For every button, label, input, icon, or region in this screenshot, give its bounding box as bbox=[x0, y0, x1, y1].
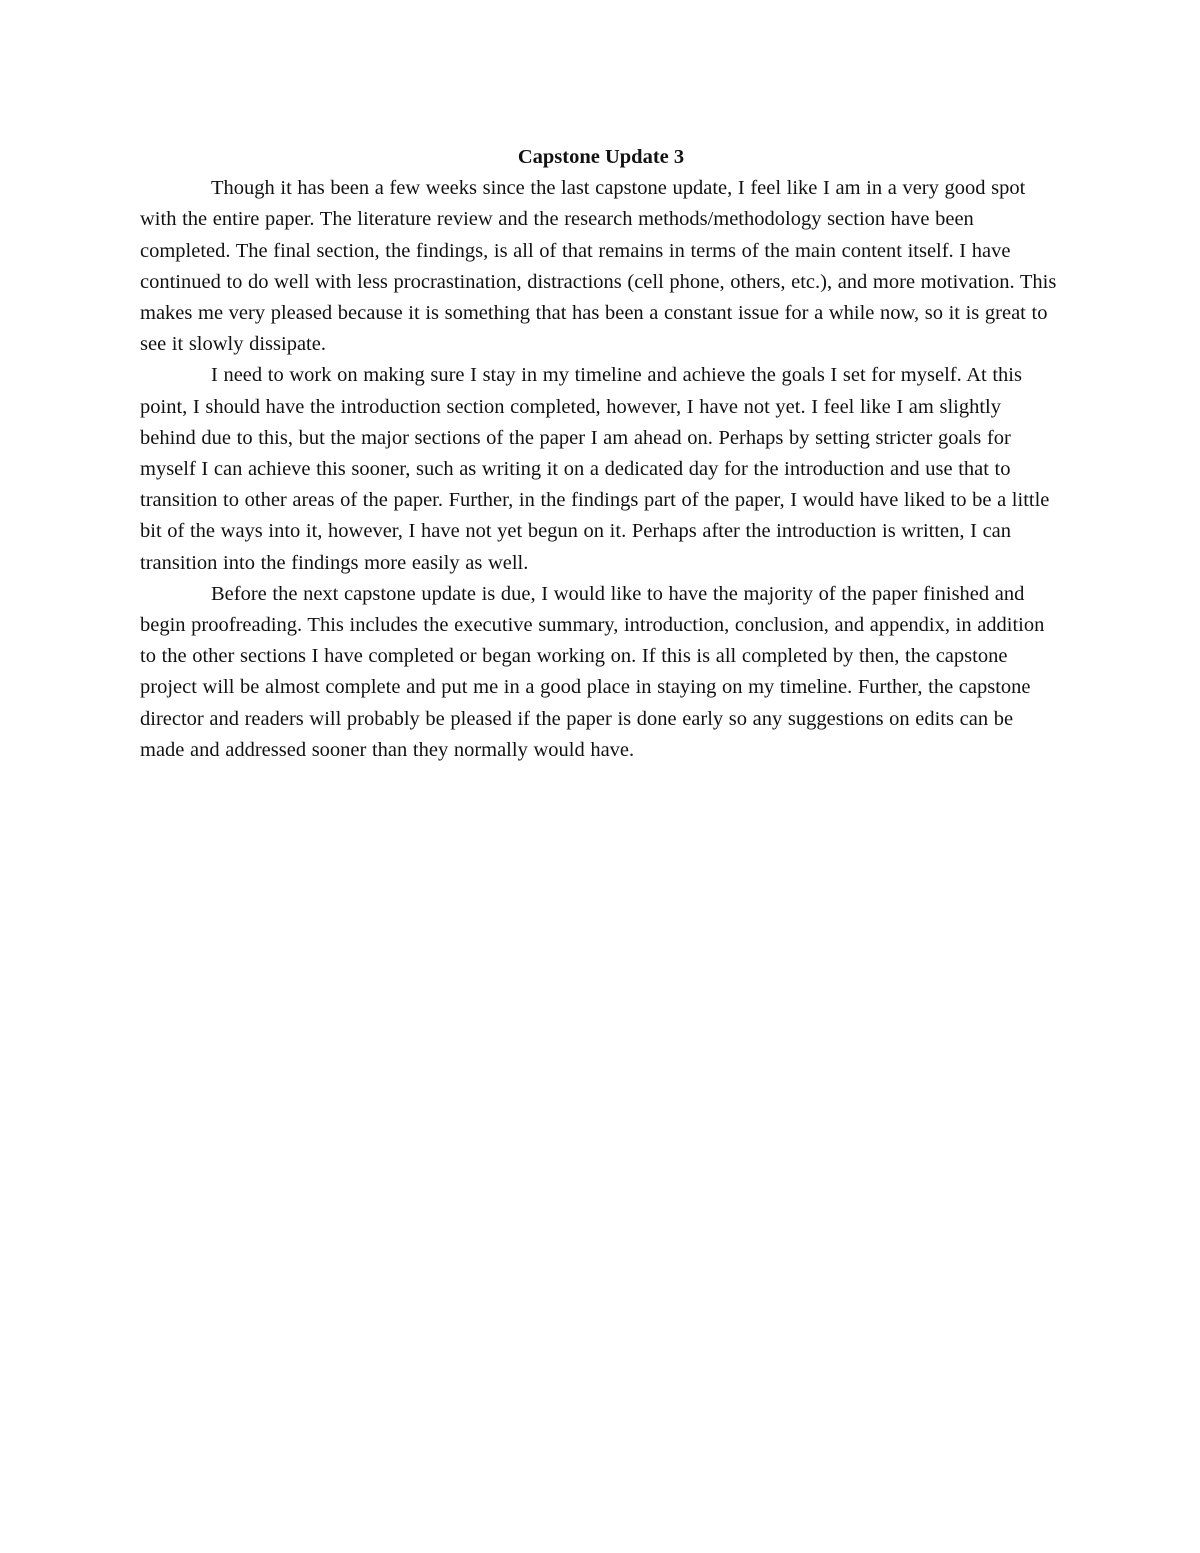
paragraph-1: Though it has been a few weeks since the last capstone update, I feel like I am in a very good spot with the entire paper. The literature review and the research methods/methodology section have been completed. The final section, the findings, is all of that remains in terms of the main content itself. I have continued to do well with less procrastination, distractions (cell phone, others, etc.), and more motivation. This makes me very pleased because it is something that has been a constant issue for a while now, so it is great to see it slowly dissipate. bbox=[140, 177, 1057, 356]
paragraph-2: I need to work on making sure I stay in my timeline and achieve the goals I set for myself. At this point, I should have the introduction section completed, however, I have not yet. I feel like I am slightly behind due to this, but the major sections of the paper I am ahead on. Perhaps by setting stricter goals for myself I can achieve this sooner, such as writing it on a dedicated day for the introduction and use that to transition to other areas of the paper. Further, in the findings part of the paper, I would have liked to be a little bit of the ways into it, however, I have not yet begun on it. Perhaps after the introduction is written, I can transition into the findings more easily as well. bbox=[140, 364, 1050, 574]
document-title: Capstone Update 3 bbox=[517, 146, 685, 168]
paragraph-3: Before the next capstone update is due, I would like to have the majority of the paper finished and begin proofreading. This includes the executive summary, introduction, conclusion, and appendix, in addition to the other sections I have completed or began working on. If this is all completed by then, the capstone project will be almost complete and put me in a good place in staying on my timeline. Further, the capstone director and readers will probably be pleased if the paper is done early so any suggestions on edits can be made and addressed sooner than they normally would have. bbox=[140, 582, 1045, 761]
document-body bbox=[140, 142, 1062, 766]
